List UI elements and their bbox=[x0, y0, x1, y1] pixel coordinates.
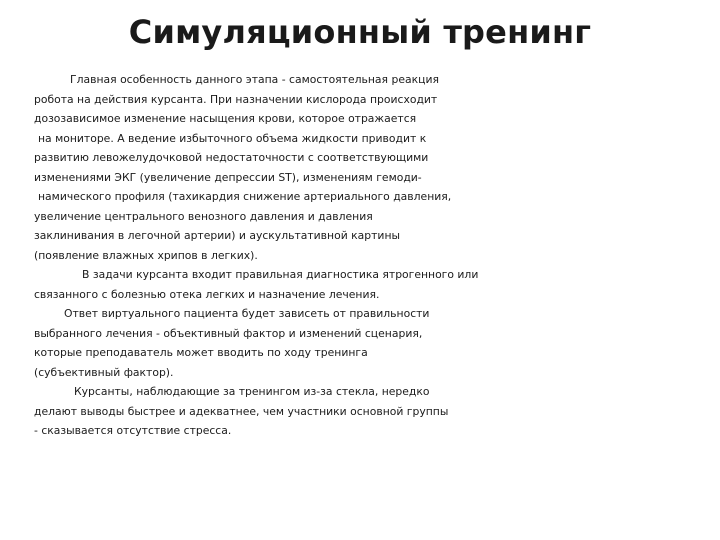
body-line: намического профиля (тахикардия снижение артериального давления, bbox=[38, 190, 452, 203]
body-line: которые преподаватель может вводить по ходу тренинга bbox=[34, 346, 368, 359]
body-line: развитию левожелудочковой недостаточности с соответствующими bbox=[34, 151, 429, 164]
body-line: Ответ виртуального пациента будет зависеть от правильности bbox=[64, 307, 430, 320]
body-line: увеличение центрального венозного давления и давления bbox=[34, 209, 373, 223]
body-line: (субъективный фактор). bbox=[34, 365, 174, 379]
slide-title: Симуляционный тренинг bbox=[128, 13, 592, 51]
body-line: робота на действия курсанта. При назначении кислорода происходит bbox=[34, 92, 438, 106]
body-line: В задачи курсанта входит правильная диагностика ятрогенного или bbox=[82, 268, 479, 281]
body-line: (появление влажных хрипов в легких). bbox=[34, 248, 258, 262]
body-line: связанного с болезнью отека легких и назначение лечения. bbox=[34, 287, 380, 301]
slide-body bbox=[34, 70, 714, 441]
body-line: изменениями ЭКГ (увеличение депрессии ST), изменениям гемоди- bbox=[34, 170, 422, 184]
body-line: Курсанты, наблюдающие за тренингом из-за стекла, нередко bbox=[74, 385, 430, 398]
body-line: Главная особенность данного этапа - самостоятельная реакция bbox=[70, 73, 439, 86]
body-line: на мониторе. А ведение избыточного объема жидкости приводит к bbox=[38, 131, 427, 145]
body-line: дозозависимое изменение насыщения крови, которое отражается bbox=[34, 112, 417, 125]
body-line: - сказывается отсутствие стресса. bbox=[34, 424, 232, 437]
body-line: делают выводы быстрее и адекватнее, чем участники основной группы bbox=[34, 404, 449, 418]
body-line: выбранного лечения - объективный фактор и изменений сценария, bbox=[34, 326, 423, 340]
body-line: заклинивания в легочной артерии) и аускультативной картины bbox=[34, 229, 401, 242]
